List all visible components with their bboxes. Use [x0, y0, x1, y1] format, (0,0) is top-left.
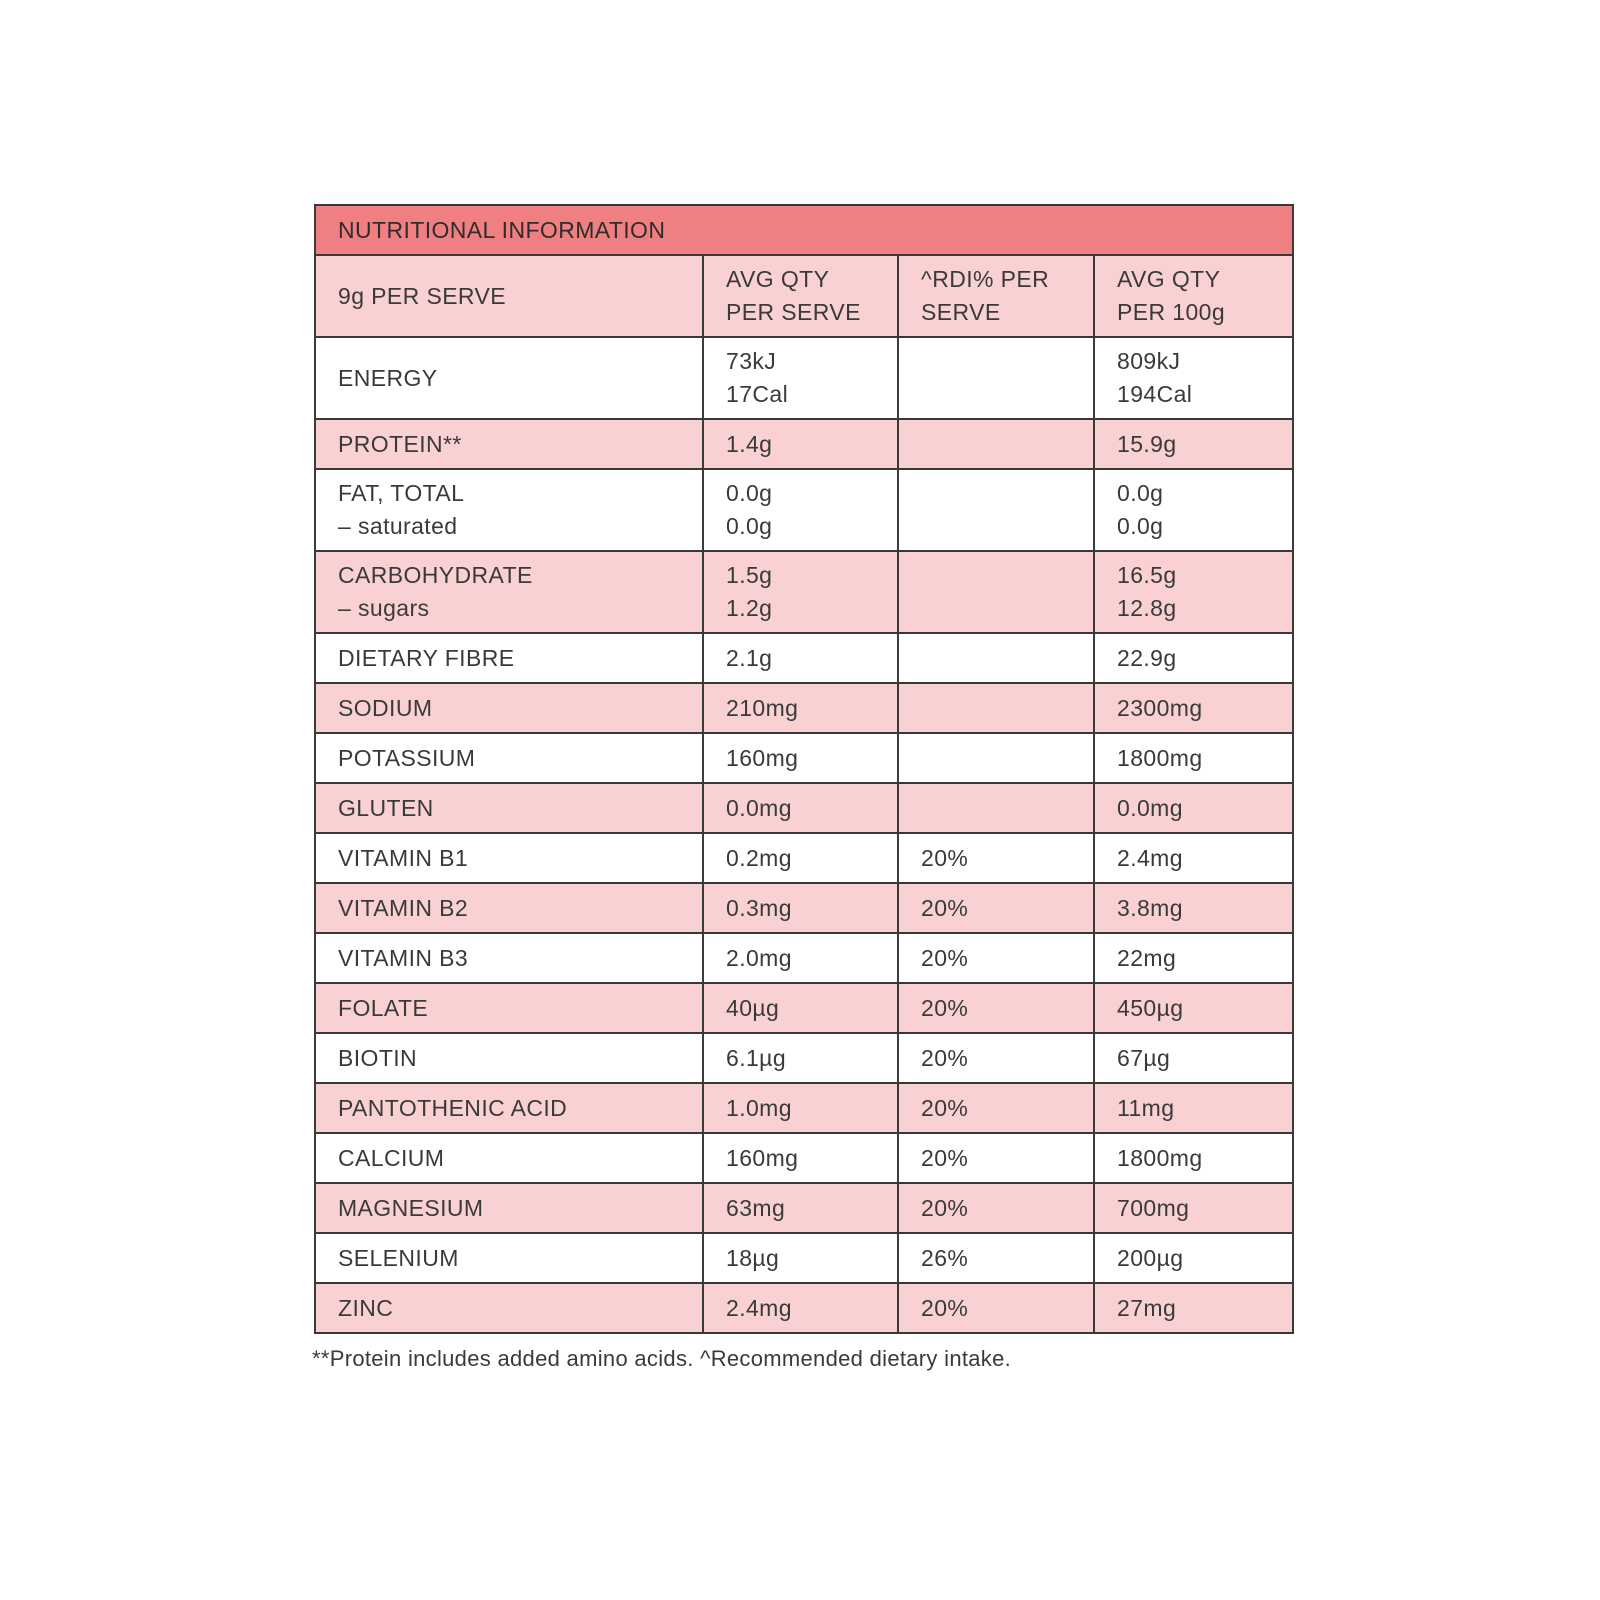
- cell-line: 20%: [921, 1144, 969, 1171]
- cell-line: 20%: [921, 994, 969, 1021]
- per-serve-cell: [703, 833, 898, 883]
- per-100g-cell: [1094, 733, 1293, 783]
- cell-line: 0.0g: [726, 513, 773, 539]
- cell-line: 200µg: [1117, 1244, 1184, 1271]
- table-row: [315, 633, 1293, 683]
- table-title: NUTRITIONAL INFORMATION: [315, 205, 1293, 255]
- cell-line: 194Cal: [1117, 381, 1193, 407]
- cell-line: CALCIUM: [338, 1144, 445, 1171]
- cell-line: 2.0mg: [726, 944, 792, 971]
- header-line: AVG QTY: [1117, 266, 1221, 292]
- per-serve-cell: [703, 419, 898, 469]
- nutrient-name-cell: [315, 551, 703, 633]
- per-100g-cell: [1094, 469, 1293, 551]
- table-row: [315, 783, 1293, 833]
- per-serve-cell: [703, 1033, 898, 1083]
- rdi-percent-cell: [898, 551, 1094, 633]
- cell-line: 2.1g: [726, 644, 773, 671]
- cell-line: SELENIUM: [338, 1244, 459, 1271]
- cell-line: FAT, TOTAL: [338, 480, 465, 506]
- per-100g-cell: [1094, 1283, 1293, 1333]
- nutrient-name-cell: [315, 1133, 703, 1183]
- cell-line: 73kJ: [726, 348, 777, 374]
- per-100g-cell: [1094, 633, 1293, 683]
- cell-line: ENERGY: [338, 364, 438, 391]
- per-serve-cell: [703, 337, 898, 419]
- per-serve-cell: [703, 469, 898, 551]
- cell-line: 2.4mg: [726, 1294, 792, 1321]
- per-100g-cell: [1094, 1233, 1293, 1283]
- rdi-percent-cell: [898, 337, 1094, 419]
- table-row: [315, 933, 1293, 983]
- table-row: [315, 1083, 1293, 1133]
- cell-line: 67µg: [1117, 1044, 1171, 1071]
- cell-line: 18µg: [726, 1244, 780, 1271]
- table-row: [315, 337, 1293, 419]
- cell-line: 160mg: [726, 1144, 799, 1171]
- column-header-row: [315, 255, 1293, 337]
- cell-line: 20%: [921, 844, 969, 871]
- nutrient-name-cell: [315, 1083, 703, 1133]
- cell-line: 0.3mg: [726, 894, 792, 921]
- per-100g-cell: [1094, 337, 1293, 419]
- table-row: [315, 833, 1293, 883]
- cell-line: 1.4g: [726, 430, 773, 457]
- nutrient-name-cell: [315, 1233, 703, 1283]
- rdi-percent-cell: [898, 983, 1094, 1033]
- per-serve-cell: [703, 1183, 898, 1233]
- nutrient-name-cell: [315, 883, 703, 933]
- nutrient-name-cell: [315, 933, 703, 983]
- cell-line: 20%: [921, 1194, 969, 1221]
- footnote: **Protein includes added amino acids. ^Recommended dietary intake.: [312, 1346, 1012, 1371]
- per-serve-cell: [703, 783, 898, 833]
- cell-line: 15.9g: [1117, 430, 1177, 457]
- table-row: [315, 419, 1293, 469]
- per-100g-cell: [1094, 833, 1293, 883]
- cell-line: 11mg: [1117, 1094, 1175, 1121]
- cell-line: 27mg: [1117, 1294, 1177, 1321]
- table-title-row: [315, 205, 1293, 255]
- cell-line: POTASSIUM: [338, 744, 476, 771]
- rdi-percent-cell: [898, 1033, 1094, 1083]
- per-serve-cell: [703, 1083, 898, 1133]
- per-serve-cell: [703, 683, 898, 733]
- rdi-percent-cell: [898, 1133, 1094, 1183]
- per-100g-cell: [1094, 1183, 1293, 1233]
- nutrient-name-cell: [315, 469, 703, 551]
- cell-line: VITAMIN B2: [338, 894, 469, 921]
- cell-line: 1.2g: [726, 595, 773, 621]
- rdi-percent-cell: [898, 419, 1094, 469]
- cell-line: ZINC: [338, 1294, 394, 1321]
- cell-line: CARBOHYDRATE: [338, 562, 533, 588]
- nutrient-name-cell: [315, 419, 703, 469]
- nutrition-rows: [315, 337, 1293, 1333]
- cell-line: 6.1µg: [726, 1044, 787, 1071]
- cell-line: 12.8g: [1117, 595, 1177, 621]
- per-100g-cell: [1094, 883, 1293, 933]
- cell-line: 20%: [921, 944, 969, 971]
- header-avg-qty-per-100g: [1094, 255, 1293, 337]
- per-100g-cell: [1094, 783, 1293, 833]
- rdi-percent-cell: [898, 469, 1094, 551]
- header-avg-qty-per-serve: [703, 255, 898, 337]
- rdi-percent-cell: [898, 733, 1094, 783]
- cell-line: 40µg: [726, 994, 780, 1021]
- cell-line: 0.0mg: [726, 794, 792, 821]
- per-serve-cell: [703, 733, 898, 783]
- cell-line: – sugars: [338, 595, 430, 621]
- rdi-percent-cell: [898, 683, 1094, 733]
- nutrient-name-cell: [315, 833, 703, 883]
- cell-line: 0.2mg: [726, 844, 792, 871]
- cell-line: 20%: [921, 894, 969, 921]
- header-line: PER SERVE: [726, 299, 861, 325]
- rdi-percent-cell: [898, 883, 1094, 933]
- cell-line: – saturated: [338, 513, 458, 539]
- per-100g-cell: [1094, 683, 1293, 733]
- header-line: SERVE: [921, 299, 1001, 325]
- cell-line: 3.8mg: [1117, 894, 1183, 921]
- per-100g-cell: [1094, 1033, 1293, 1083]
- table-row: [315, 469, 1293, 551]
- cell-line: SODIUM: [338, 694, 433, 721]
- cell-line: 210mg: [726, 694, 799, 721]
- per-100g-cell: [1094, 551, 1293, 633]
- cell-line: 0.0g: [1117, 513, 1164, 539]
- per-100g-cell: [1094, 1133, 1293, 1183]
- table-row: [315, 883, 1293, 933]
- cell-line: 63mg: [726, 1194, 786, 1221]
- header-line: AVG QTY: [726, 266, 830, 292]
- nutrient-name-cell: [315, 337, 703, 419]
- cell-line: VITAMIN B3: [338, 944, 469, 971]
- cell-line: GLUTEN: [338, 794, 434, 821]
- per-serve-cell: [703, 983, 898, 1033]
- per-serve-cell: [703, 1283, 898, 1333]
- cell-line: 160mg: [726, 744, 799, 771]
- nutrient-name-cell: [315, 733, 703, 783]
- cell-line: 0.0g: [726, 480, 773, 506]
- cell-line: 22mg: [1117, 944, 1177, 971]
- cell-line: 17Cal: [726, 381, 789, 407]
- cell-line: 809kJ: [1117, 348, 1181, 374]
- cell-line: PANTOTHENIC ACID: [338, 1094, 568, 1121]
- cell-line: 1800mg: [1117, 1144, 1203, 1171]
- header-line: PER 100g: [1117, 299, 1226, 325]
- nutrition-panel: [314, 204, 1292, 1372]
- per-100g-cell: [1094, 983, 1293, 1033]
- header-line: 9g PER SERVE: [338, 282, 507, 309]
- cell-line: MAGNESIUM: [338, 1194, 484, 1221]
- rdi-percent-cell: [898, 933, 1094, 983]
- cell-line: VITAMIN B1: [338, 844, 469, 871]
- nutrient-name-cell: [315, 683, 703, 733]
- cell-line: 450µg: [1117, 994, 1184, 1021]
- per-100g-cell: [1094, 933, 1293, 983]
- header-line: ^RDI% PER: [921, 266, 1050, 292]
- cell-line: 26%: [921, 1244, 969, 1271]
- per-serve-cell: [703, 1233, 898, 1283]
- cell-line: BIOTIN: [338, 1044, 418, 1071]
- per-serve-cell: [703, 883, 898, 933]
- table-row: [315, 1133, 1293, 1183]
- per-serve-cell: [703, 1133, 898, 1183]
- nutrient-name-cell: [315, 983, 703, 1033]
- header-rdi-percent: [898, 255, 1094, 337]
- table-row: [315, 1283, 1293, 1333]
- cell-line: DIETARY FIBRE: [338, 644, 515, 671]
- per-serve-cell: [703, 551, 898, 633]
- per-serve-cell: [703, 633, 898, 683]
- nutrient-name-cell: [315, 633, 703, 683]
- cell-line: 0.0g: [1117, 480, 1164, 506]
- cell-line: 20%: [921, 1044, 969, 1071]
- table-row: [315, 1233, 1293, 1283]
- nutrient-name-cell: [315, 1033, 703, 1083]
- per-100g-cell: [1094, 419, 1293, 469]
- per-serve-cell: [703, 933, 898, 983]
- rdi-percent-cell: [898, 1283, 1094, 1333]
- rdi-percent-cell: [898, 783, 1094, 833]
- rdi-percent-cell: [898, 833, 1094, 883]
- nutrient-name-cell: [315, 1183, 703, 1233]
- cell-line: 22.9g: [1117, 644, 1177, 671]
- cell-line: 1.5g: [726, 562, 773, 588]
- table-row: [315, 1183, 1293, 1233]
- per-100g-cell: [1094, 1083, 1293, 1133]
- nutrient-name-cell: [315, 1283, 703, 1333]
- nutrient-name-cell: [315, 783, 703, 833]
- cell-line: 20%: [921, 1294, 969, 1321]
- cell-line: 2300mg: [1117, 694, 1203, 721]
- cell-line: 16.5g: [1117, 562, 1177, 588]
- rdi-percent-cell: [898, 633, 1094, 683]
- cell-line: 20%: [921, 1094, 969, 1121]
- cell-line: FOLATE: [338, 994, 429, 1021]
- table-row: [315, 733, 1293, 783]
- table-row: [315, 551, 1293, 633]
- cell-line: 1800mg: [1117, 744, 1203, 771]
- cell-line: 2.4mg: [1117, 844, 1183, 871]
- table-row: [315, 983, 1293, 1033]
- rdi-percent-cell: [898, 1083, 1094, 1133]
- cell-line: 0.0mg: [1117, 794, 1183, 821]
- table-row: [315, 683, 1293, 733]
- cell-line: 1.0mg: [726, 1094, 792, 1121]
- rdi-percent-cell: [898, 1233, 1094, 1283]
- nutrition-table: [314, 204, 1294, 1334]
- cell-line: PROTEIN**: [338, 430, 462, 457]
- header-serve-size: [315, 255, 703, 337]
- table-row: [315, 1033, 1293, 1083]
- rdi-percent-cell: [898, 1183, 1094, 1233]
- cell-line: 700mg: [1117, 1194, 1190, 1221]
